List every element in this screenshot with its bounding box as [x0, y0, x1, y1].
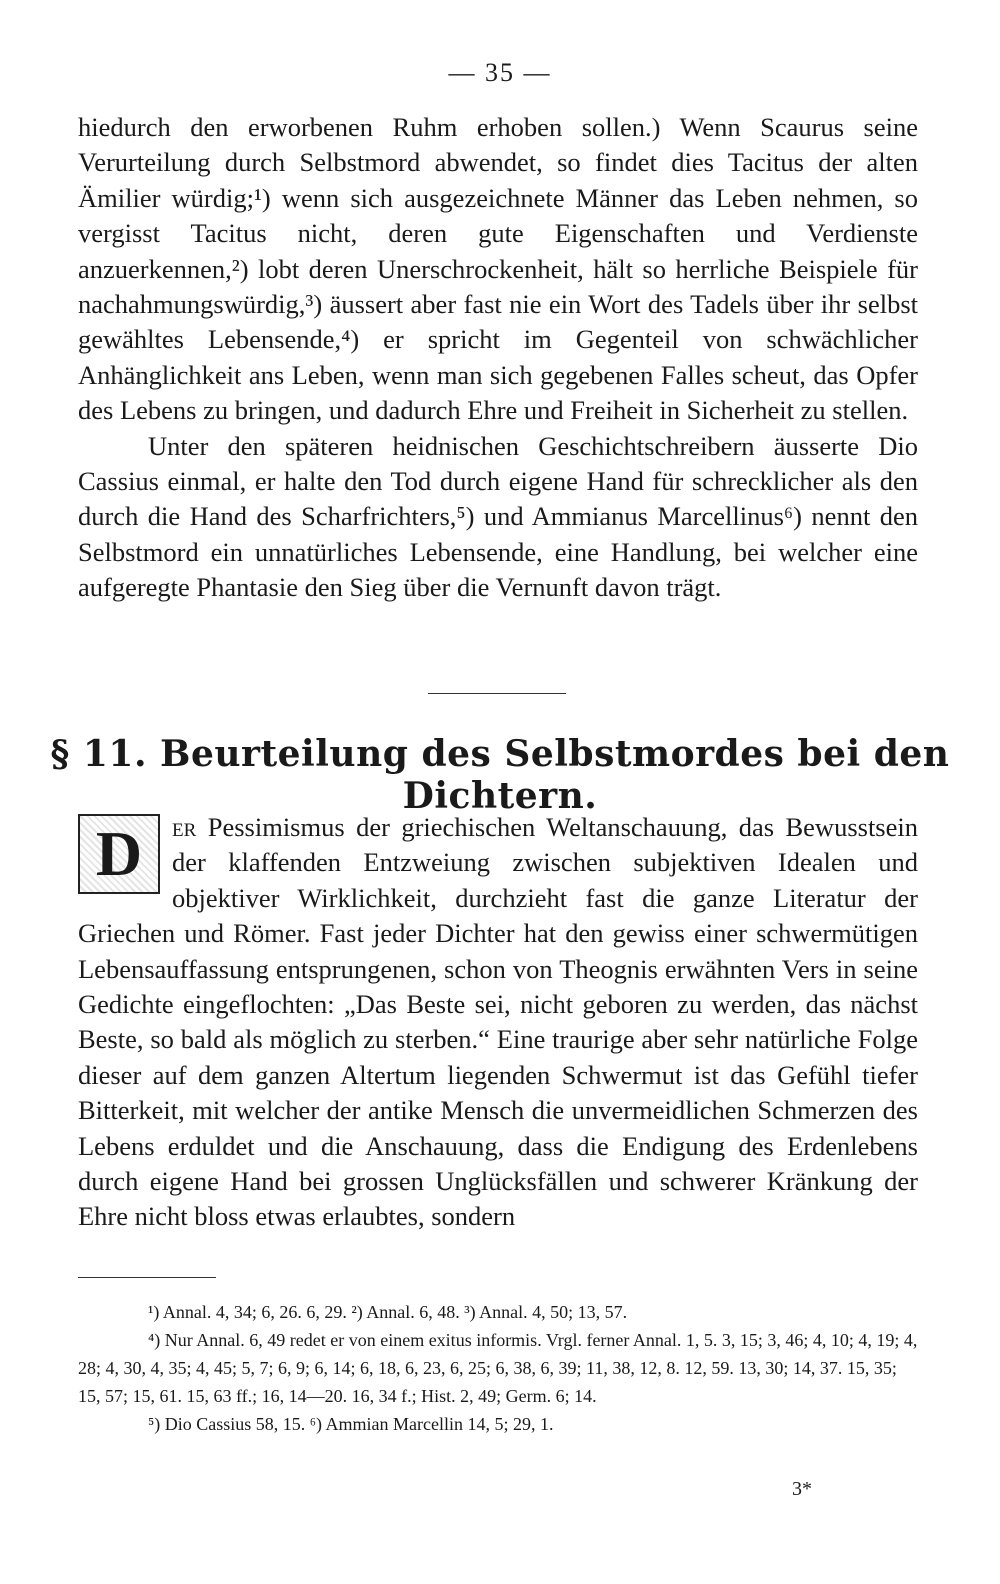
footnote-line-2: ⁴) Nur Annal. 6, 49 redet er von einem exitus informis. Vrgl. ferner Annal. 1, 5. 3, 15; 3, 46; 4, 10; 4, 19; 4, 28; 4, 30, 4, 35; 4, 45; 5, 7; 6, 9; 6, 14; 6, 18, 6, 23, 6, 25; 6, 38, 6, 39; 11, 38, 12, 8. 12, 59. 13, 30; 14, 37. 15, 35; 15, 57; 15, 61. 15, 63 ff.; 16, 14—20. 16, 34 f.; Hist. 2, 49; Germ. 6; 14.	[78, 1330, 918, 1406]
footnote-rule	[78, 1277, 216, 1278]
dropcap-initial: D	[78, 814, 160, 894]
paragraph-2: Unter den späteren heidnischen Geschichtschreibern äusserte Dio Cassius einmal, er halte den Tod durch eigene Hand für schrecklicher als den durch die Hand des Scharfrichters,⁵) und Ammianus Marcellinus⁶) nennt den Selbstmord ein unnatürliches Lebensende, eine Handlung, bei welcher eine aufgeregte Phantasie den Sieg über die Vernunft davon trägt.	[78, 430, 918, 603]
signature-mark: 3*	[792, 1478, 812, 1500]
section-heading: § 11. Beurteilung des Selbstmordes bei den Dichtern.	[50, 733, 950, 817]
section-paragraph-text: Pessimismus der griechischen Weltanschauung, das Bewusstsein der klaffenden Entzweiung zwischen subjektiven Idealen und objektiver Wirklichkeit, durchzieht fast die ganze Literatur der Griechen und Römer. Fast jeder Dichter hat den gewiss einer schwermütigen Lebensauffassung entsprungenen, schon von Theognis erwähnten Vers in seine Gedichte eingeflochten: „Das Beste sei, nicht geboren zu werden, das nächst Beste, so bald als möglich zu sterben.“ Eine traurige aber sehr natürliche Folge dieser auf dem ganzen Altertum liegenden Schwermut ist das Gefühl tiefer Bitterkeit, mit welcher der antike Mensch die unvermeidlichen Schmerzen des Lebens erduldet und die Anschauung, dass die Endigung des Erdenlebens durch eigene Hand bei grossen Unglücksfällen und schwerer Kränkung der Ehre nicht bloss etwas erlaubtes, sondern	[78, 812, 918, 1232]
paragraph-1: hiedurch den erworbenen Ruhm erhoben sollen.) Wenn Scaurus seine Verurteilung durch Selbstmord abwendet, so findet dies Tacitus der alten Ämilier würdig;¹) wenn sich ausgezeichnete Männer das Leben nehmen, so vergisst Tacitus nicht, deren gute Eigenschaften und Verdienste anzuerkennen,²) lobt deren Unerschrockenheit, hält so herrliche Beispiele für nachahmungswürdig,³) äussert aber fast nie ein Wort des Tadels über ihr selbst gewähltes Lebensende,⁴) er spricht im Gegenteil von schwächlicher Anhänglichkeit ans Leben, wenn man sich gegebenen Falles scheut, das Opfer des Lebens zu bringen, und dadurch Ehre und Freiheit in Sicherheit zu stellen.	[78, 112, 918, 426]
body-text-top	[78, 110, 918, 606]
footnote-line-3: ⁵) Dio Cassius 58, 15. ⁶) Ammian Marcellin 14, 5; 29, 1.	[148, 1414, 554, 1434]
section-paragraph	[78, 810, 918, 1235]
footnotes	[78, 1298, 918, 1438]
section-divider	[428, 693, 566, 694]
body-text-section	[78, 810, 918, 1235]
dropcap-continuation: er	[172, 812, 197, 842]
page-number: — 35 —	[448, 58, 552, 87]
footnote-line-1: ¹) Annal. 4, 34; 6, 26. 6, 29. ²) Annal. 6, 48. ³) Annal. 4, 50; 13, 57.	[148, 1302, 628, 1322]
